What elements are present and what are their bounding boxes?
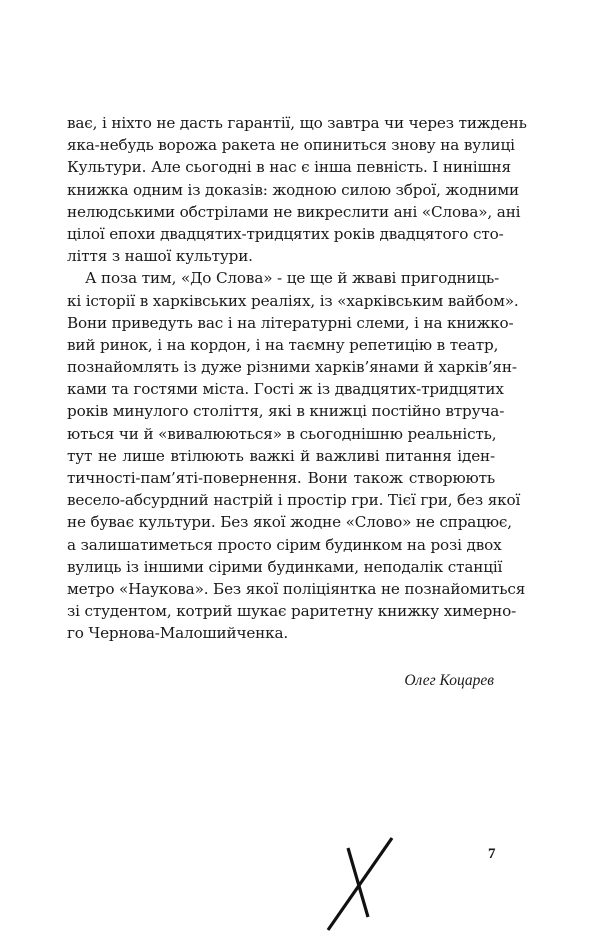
text-line: тут не лише втілюють важкі й важливі питання іден- [67, 446, 495, 465]
text-line: кі історії в харківських реаліях, із «харківським вайбом». [67, 291, 519, 310]
text-line: ває, і ніхто не дасть гарантії, що завтра чи через тиждень [67, 114, 527, 132]
body-text [67, 112, 527, 645]
text-line: ліття з нашої культури. [67, 247, 253, 266]
text-line: яка-небудь ворожа ракета не опиниться знову на вулиці [67, 136, 515, 155]
paragraph-2 [67, 267, 526, 644]
text-line: Вони приведуть вас і на літературні слеми, і на книжко- [67, 313, 514, 332]
text-line: го Чернова-Малошийченка. [67, 624, 289, 643]
text-line: тичності-пам’яті-повернення. Вони також створюють [67, 469, 495, 487]
text-line: А поза тим, «До Слова» - це ще й жваві пригодниць- [85, 269, 500, 288]
text-line: не буває культури. Без якої жодне «Слово» не спрацює, [67, 513, 512, 532]
text-line: цілої епохи двадцятих-тридцятих років двадцятого сто- [67, 224, 504, 243]
text-line: вулиць із іншими сірими будинками, неподалік станції [67, 557, 503, 576]
page-number: 7 [488, 846, 496, 862]
text-line: весело-абсурдний настрій і простір гри. Тієї гри, без якої [67, 491, 521, 510]
text-line: метро «Наукова». Без якої поліціянтка не познайомиться [67, 579, 526, 598]
text-line: років минулого століття, які в книжці постійно втруча- [67, 402, 505, 421]
text-line: нелюдськими обстрілами не викреслити ані «Слова», ані [67, 202, 521, 221]
text-line: книжка одним із доказів: жодною силою зброї, жодними [67, 180, 520, 199]
text-line: вий ринок, і на кордон, і на таємну репетицію в театр, [67, 335, 499, 354]
text-line: ками та гостями міста. Гості ж із двадцятих-тридцятих [67, 380, 504, 399]
cross-mark-icon [320, 830, 410, 934]
text-line: Культури. Але сьогодні в нас є інша певність. І нинішня [67, 158, 511, 177]
paragraph-1 [67, 112, 527, 267]
author-signature: Олег Коцарев [404, 672, 494, 689]
text-line: зі студентом, котрий шукає раритетну книжку химерно- [67, 602, 517, 621]
text-line: ються чи й «вивалюються» в сьогоднішню реальність, [67, 424, 497, 443]
text-line: а залишатиметься просто сірим будинком на розі двох [67, 535, 502, 554]
text-line: познайомлять із дуже різними харків’янами й харків’ян- [67, 358, 517, 377]
